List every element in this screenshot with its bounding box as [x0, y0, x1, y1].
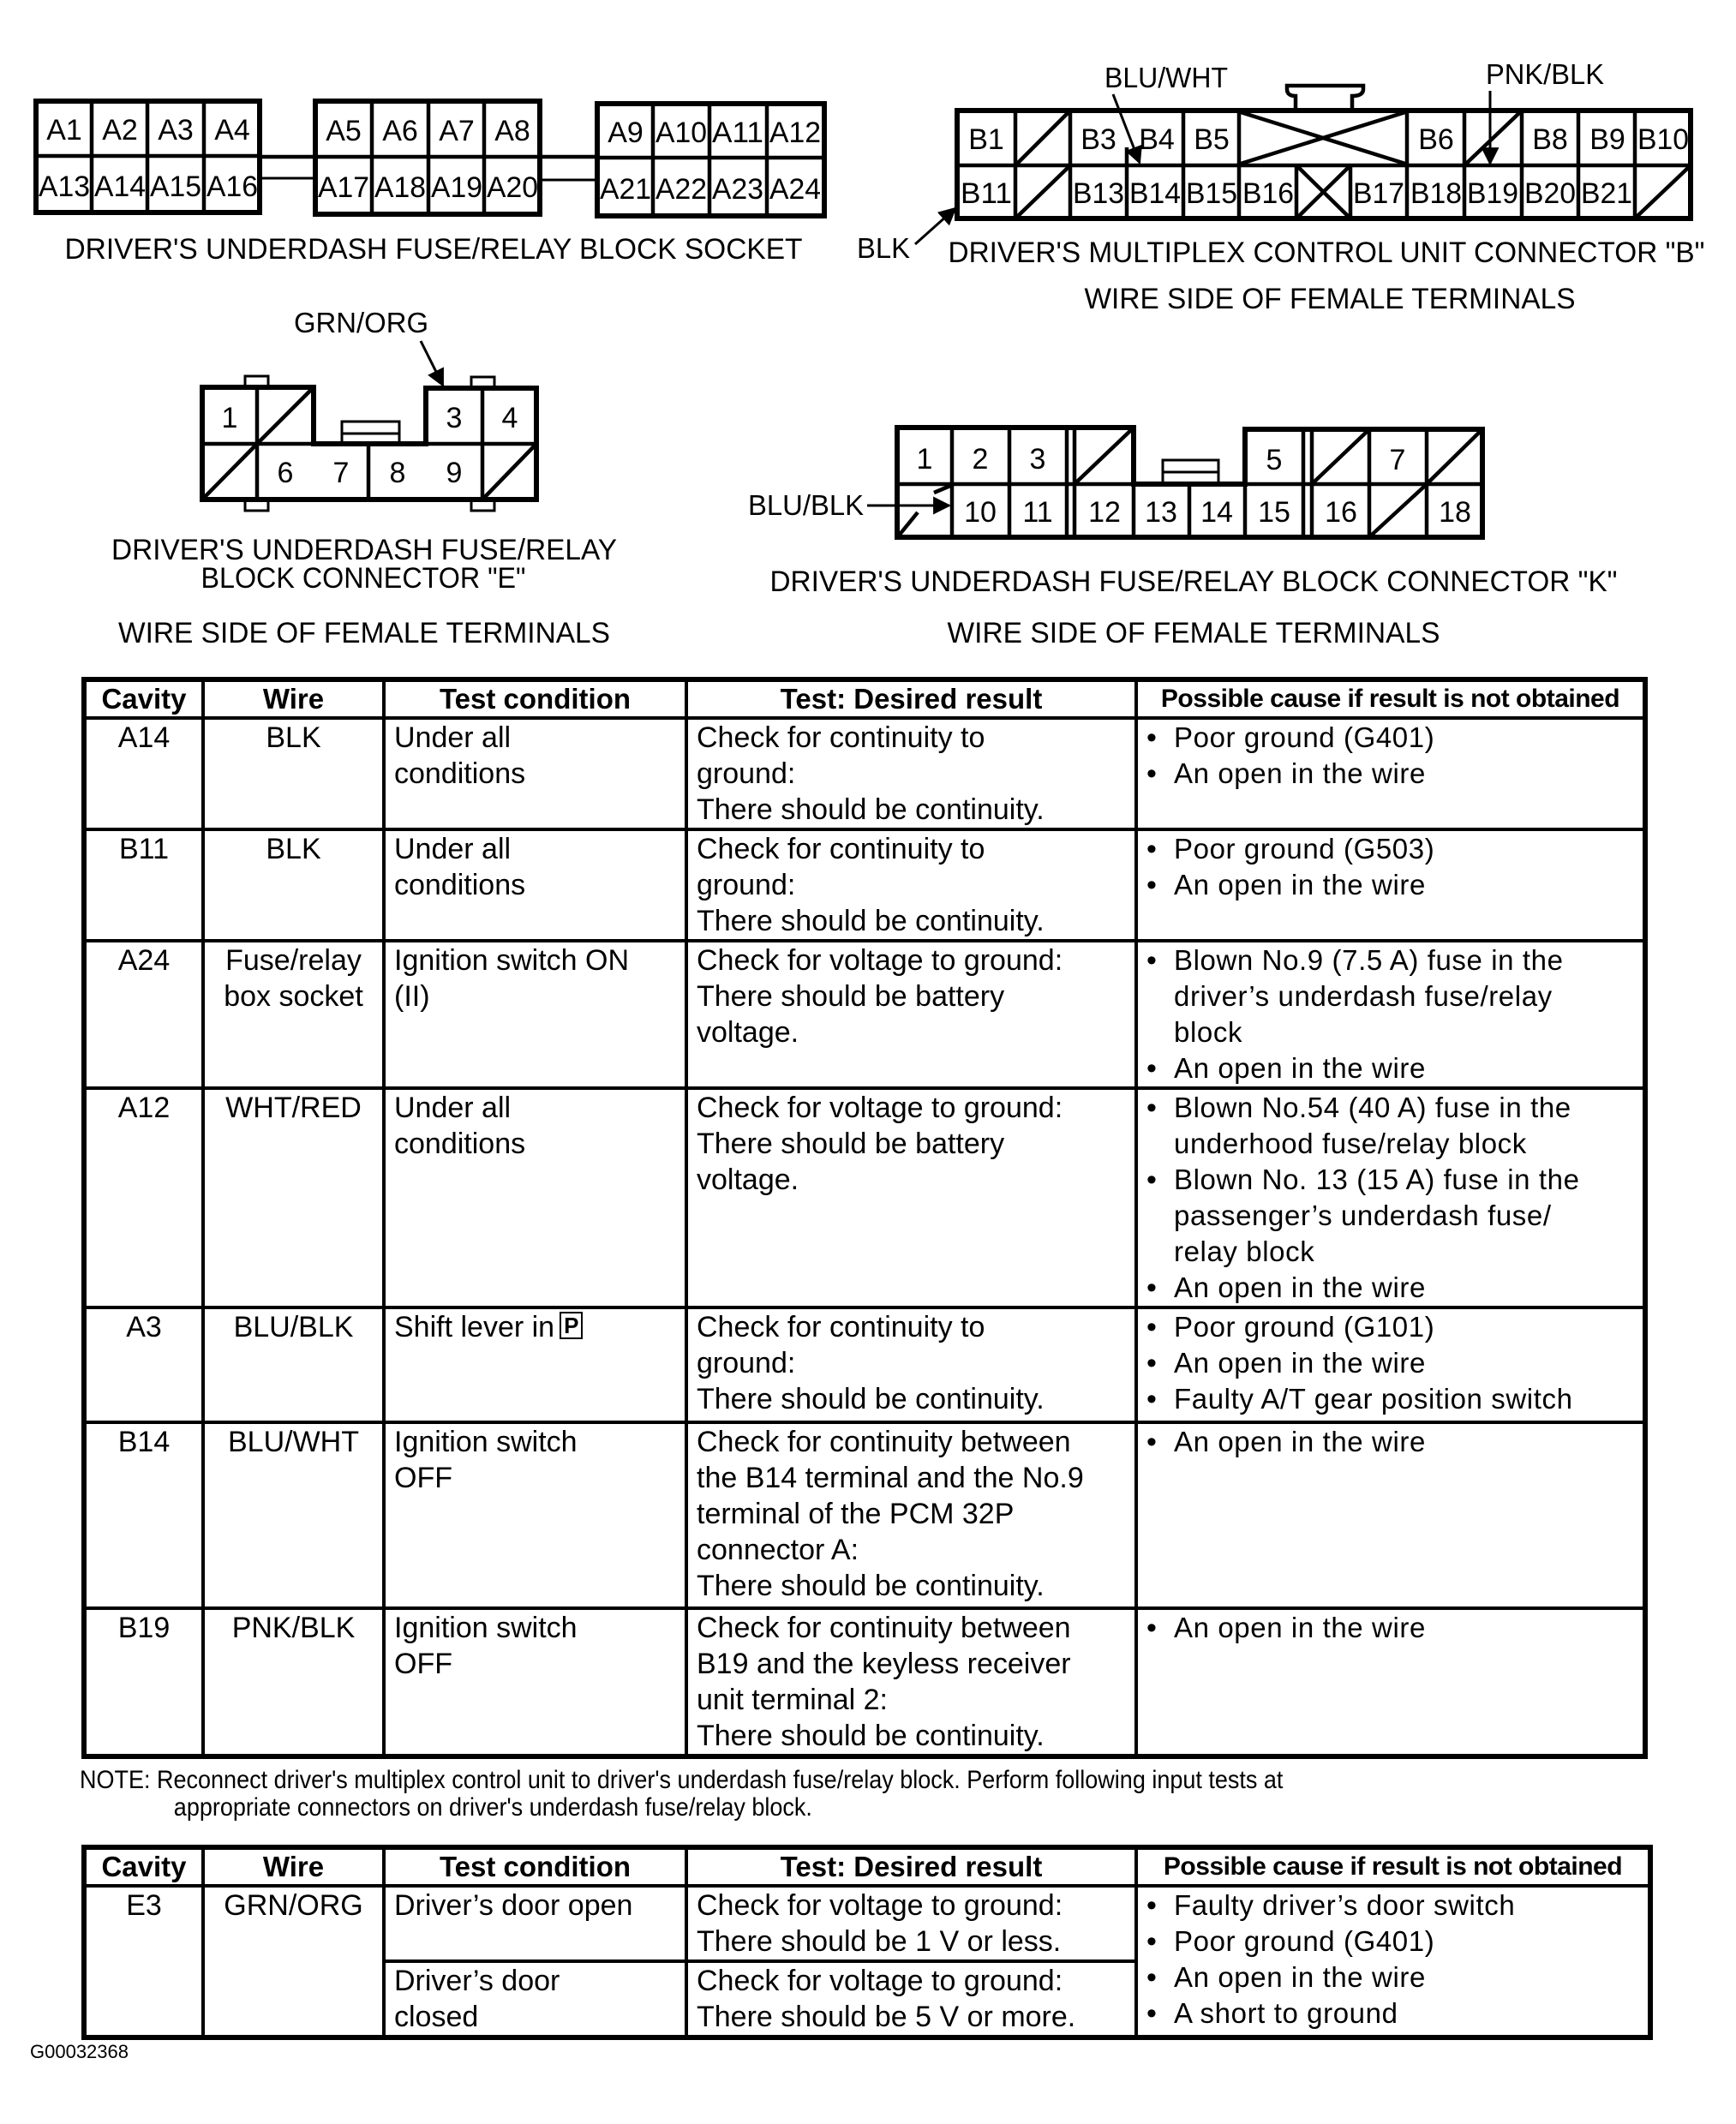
condition-text: Ignition switch: [394, 1426, 578, 1458]
terminal-label: A1: [46, 114, 82, 147]
terminal-label: B16: [1242, 177, 1294, 210]
condition-text: Ignition switch: [394, 1612, 578, 1644]
cause-cell: [1136, 1422, 1645, 1608]
condition-text: Under all: [394, 721, 512, 754]
terminal-label: A13: [39, 171, 90, 203]
condition-line: [394, 1460, 678, 1496]
cause-cell: [1136, 941, 1645, 1088]
terminal-label: A3: [158, 114, 194, 147]
result-cell: [686, 829, 1136, 941]
cause-line: An open in the wire: [1174, 1426, 1426, 1457]
table-row: [84, 1422, 1645, 1608]
terminal-label: A15: [150, 171, 201, 203]
bullet-icon: •: [1146, 944, 1157, 977]
cause-item: [1143, 1995, 1641, 2031]
terminal-label: B13: [1073, 177, 1124, 210]
condition-text: OFF: [394, 1648, 452, 1680]
cause-item: [1143, 867, 1636, 903]
cause-item: [1143, 1162, 1636, 1270]
terminal-label: A5: [326, 115, 362, 147]
result-line: Check for voltage to ground:: [697, 1889, 1063, 1922]
cause-cell: [1136, 718, 1645, 829]
cause-item: [1143, 1345, 1636, 1381]
wire-cell: GRN/ORG: [203, 1886, 384, 2037]
terminal-label: B17: [1353, 177, 1404, 210]
blank-cavity-mark: [202, 444, 257, 500]
cause-line: An open in the wire: [1174, 1271, 1426, 1303]
result-line: There should be continuity.: [697, 1570, 1045, 1602]
result-line: Check for continuity to: [697, 833, 985, 865]
cause-line: underhood fuse/relay block: [1174, 1128, 1527, 1159]
connector-e-subcaption: WIRE SIDE OF FEMALE TERMINALS: [118, 617, 610, 649]
header-test-condition: Test condition: [384, 1847, 686, 1886]
connector-e-caption-line1: DRIVER'S UNDERDASH FUSE/RELAY: [111, 534, 617, 566]
condition-text: conditions: [394, 757, 526, 790]
result-line: unit terminal 2:: [697, 1684, 888, 1716]
terminal-label: A8: [494, 115, 530, 147]
note-line-2: appropriate connectors on driver's underdash fuse/relay block.: [173, 1793, 812, 1822]
cause-line: passenger’s underdash fuse/: [1174, 1200, 1552, 1231]
result-cell: [686, 1886, 1136, 1961]
condition-line: [394, 867, 678, 903]
terminal-label: B21: [1581, 177, 1632, 210]
bullet-icon: •: [1146, 1612, 1157, 1644]
condition-cell: [384, 1422, 686, 1608]
condition-line: closed: [394, 2001, 479, 2033]
cavity-cell: B19: [84, 1608, 203, 1756]
cause-item: [1143, 720, 1636, 756]
condition-cell: [384, 1608, 686, 1756]
terminal-label: A23: [712, 173, 763, 206]
terminal-label: A7: [439, 115, 475, 147]
result-line: There should be battery: [697, 980, 1005, 1013]
note-line-1: NOTE: Reconnect driver's multiplex control unit to driver's underdash fuse/relay block. Perform following input tests at: [80, 1766, 1284, 1794]
condition-text: conditions: [394, 869, 526, 901]
terminal-label: 18: [1439, 496, 1471, 529]
blank-cavity-mark: [1017, 112, 1069, 164]
result-line: terminal of the PCM 32P: [697, 1498, 1015, 1530]
bullet-icon: •: [1146, 1092, 1157, 1124]
terminal-label: A4: [214, 114, 250, 147]
table-row: [84, 829, 1645, 941]
terminal-label: B8: [1532, 123, 1568, 156]
result-cell: [686, 1608, 1136, 1756]
condition-line: Driver’s door open: [394, 1889, 633, 1922]
table-row: [84, 1307, 1645, 1422]
cause-item: [1143, 1424, 1636, 1460]
terminal-label: A2: [102, 114, 138, 147]
connector-b-caption: DRIVER'S MULTIPLEX CONTROL UNIT CONNECTOR "B": [948, 236, 1705, 269]
result-line: There should be 5 V or more.: [697, 2001, 1076, 2033]
result-line: There should be continuity.: [697, 1720, 1045, 1752]
cause-item: [1143, 1381, 1636, 1417]
cause-line: Blown No. 13 (15 A) fuse in the: [1174, 1164, 1580, 1195]
terminal-label: B11: [961, 177, 1012, 210]
terminal-label: B18: [1410, 177, 1462, 210]
result-line: Check for continuity between: [697, 1426, 1071, 1458]
result-line: the B14 terminal and the No.9: [697, 1462, 1084, 1494]
wire-cell: [203, 1307, 384, 1422]
cause-item: [1143, 1090, 1636, 1162]
terminal-label: A14: [94, 171, 146, 203]
cause-item: [1143, 831, 1636, 867]
result-line: Check for voltage to ground:: [697, 944, 1063, 977]
condition-line: [394, 1424, 678, 1460]
condition-cell: [384, 1088, 686, 1307]
cause-item: [1143, 1309, 1636, 1345]
condition-text: Under all: [394, 1092, 512, 1124]
table-row: [84, 1088, 1645, 1307]
bullet-icon: •: [1146, 721, 1157, 754]
terminal-label: B3: [1081, 123, 1116, 156]
cavity-cell: B11: [84, 829, 203, 941]
cause-line: Poor ground (G101): [1174, 1311, 1435, 1343]
socket-caption: DRIVER'S UNDERDASH FUSE/RELAY BLOCK SOCKET: [64, 233, 803, 266]
wire-line: WHT/RED: [225, 1092, 362, 1124]
table-header-row: [84, 679, 1645, 718]
cavity-cell: A3: [84, 1307, 203, 1422]
condition-cell: [384, 718, 686, 829]
condition-text: conditions: [394, 1128, 526, 1160]
callout-arrow-icon: [421, 341, 443, 386]
condition-text: Under all: [394, 833, 512, 865]
cause-line: driver’s underdash fuse/relay: [1174, 980, 1553, 1012]
header-desired-result: Test: Desired result: [686, 679, 1136, 718]
wire-cell: [203, 941, 384, 1088]
cause-item: [1143, 1270, 1636, 1306]
cause-item: [1143, 942, 1636, 1050]
condition-line: [394, 1646, 678, 1682]
cavity-cell: A12: [84, 1088, 203, 1307]
blank-cavity-mark: [1017, 167, 1069, 217]
terminal-label: 14: [1200, 496, 1233, 529]
cause-line: An open in the wire: [1174, 1612, 1426, 1643]
header-wire: Wire: [203, 1847, 384, 1886]
cause-line: An open in the wire: [1174, 1052, 1426, 1084]
wire-line: BLK: [266, 833, 321, 865]
result-cell: [686, 1307, 1136, 1422]
terminal-label: B1: [968, 123, 1004, 156]
table-row: [84, 718, 1645, 829]
cavity-cell: E3: [84, 1886, 203, 2037]
bullet-icon: •: [1146, 1271, 1157, 1304]
result-line: voltage.: [697, 1164, 799, 1196]
terminal-label: 13: [1145, 496, 1177, 529]
terminal-label: B9: [1589, 123, 1625, 156]
terminal-label: 3: [446, 402, 463, 434]
terminal-label: 16: [1325, 496, 1357, 529]
result-line: Check for continuity between: [697, 1612, 1071, 1644]
terminal-label: 2: [972, 443, 989, 476]
cause-line: An open in the wire: [1174, 1347, 1426, 1379]
terminal-label: A12: [769, 117, 821, 149]
terminal-label: B10: [1637, 123, 1689, 156]
result-cell: [686, 1961, 1136, 2037]
header-cavity: Cavity: [84, 1847, 203, 1886]
header-wire: Wire: [203, 679, 384, 718]
result-line: ground:: [697, 1347, 796, 1379]
terminal-label: A10: [655, 117, 707, 149]
callout-grn-org: GRN/ORG: [294, 307, 428, 338]
result-line: There should be continuity.: [697, 905, 1045, 937]
result-cell: [686, 1422, 1136, 1608]
terminal-label: B19: [1467, 177, 1518, 210]
result-line: There should be continuity.: [697, 793, 1045, 826]
bullet-icon: •: [1146, 869, 1157, 901]
header-possible-cause: Possible cause if result is not obtained: [1136, 1847, 1650, 1886]
cause-line: block: [1174, 1016, 1243, 1048]
terminal-label: 9: [446, 457, 463, 489]
header-possible-cause: Possible cause if result is not obtained: [1136, 679, 1645, 718]
note: [80, 1767, 1514, 1822]
connector-diagrams: [0, 0, 1736, 668]
result-cell: [686, 718, 1136, 829]
cause-item: [1143, 1959, 1641, 1995]
condition-line: [394, 1126, 678, 1162]
table-header-row: [84, 1847, 1650, 1886]
wire-cell: [203, 718, 384, 829]
terminal-test-table: [81, 677, 1648, 1759]
bullet-icon: •: [1146, 1997, 1157, 2030]
callout-pnk-blk: PNK/BLK: [1486, 58, 1604, 90]
terminal-label: B20: [1524, 177, 1576, 210]
result-line: connector A:: [697, 1534, 859, 1566]
terminal-label: A19: [431, 171, 482, 204]
terminal-label: 7: [1389, 444, 1406, 476]
bullet-icon: •: [1146, 1925, 1157, 1958]
result-cell: [686, 1088, 1136, 1307]
connector-b-subcaption: WIRE SIDE OF FEMALE TERMINALS: [1084, 283, 1576, 315]
input-test-table: [81, 1845, 1653, 2040]
terminal-label: 11: [1022, 496, 1053, 529]
header-test-condition: Test condition: [384, 679, 686, 718]
cause-line: Faulty driver’s door switch: [1174, 1889, 1516, 1921]
cavity-cell: A24: [84, 941, 203, 1088]
bullet-icon: •: [1146, 833, 1157, 865]
terminal-label: A6: [382, 115, 418, 147]
cause-line: An open in the wire: [1174, 757, 1426, 789]
terminal-label: B14: [1129, 177, 1181, 210]
gear-p-icon: P: [560, 1312, 583, 1339]
cause-item: [1143, 1924, 1641, 1959]
condition-line: [394, 942, 678, 978]
terminal-label: 5: [1266, 444, 1283, 476]
result-line: ground:: [697, 757, 796, 790]
connector-k-caption: DRIVER'S UNDERDASH FUSE/RELAY BLOCK CONNECTOR "K": [769, 565, 1618, 598]
terminal-label: B4: [1139, 123, 1175, 156]
condition-cell: [384, 829, 686, 941]
condition-line: [394, 1090, 678, 1126]
cause-item: [1143, 1888, 1641, 1924]
condition-cell: [384, 1886, 686, 1961]
result-line: Check for voltage to ground:: [697, 1965, 1063, 1997]
blank-cavity-mark: [1466, 112, 1520, 164]
terminal-label: 12: [1088, 496, 1121, 529]
blank-cavity-mark: [1637, 167, 1689, 217]
wire-line: BLU/BLK: [233, 1311, 354, 1343]
locking-tab: [1287, 86, 1363, 110]
cause-item: [1143, 1610, 1636, 1646]
cause-cell: [1136, 1088, 1645, 1307]
condition-line: [394, 1610, 678, 1646]
terminal-label: 6: [277, 457, 294, 489]
condition-cell: [384, 941, 686, 1088]
wire-line: box socket: [224, 980, 363, 1013]
table-row: [84, 941, 1645, 1088]
cause-item: [1143, 1050, 1636, 1086]
terminal-label: B6: [1418, 123, 1454, 156]
wire-line: PNK/BLK: [231, 1612, 356, 1644]
table-row: [84, 1608, 1645, 1756]
cause-line: An open in the wire: [1174, 869, 1426, 900]
wire-line: BLU/WHT: [228, 1426, 359, 1458]
condition-line: [394, 831, 678, 867]
terminal-label: 10: [964, 496, 997, 529]
terminal-label: A21: [600, 173, 651, 206]
result-cell: [686, 941, 1136, 1088]
table-body: [84, 718, 1645, 1756]
cause-line: Blown No.54 (40 A) fuse in the: [1174, 1092, 1571, 1123]
result-line: B19 and the keyless receiver: [697, 1648, 1071, 1680]
result-line: Check for continuity to: [697, 721, 985, 754]
terminal-label: 7: [332, 457, 350, 489]
blank-cavity-mark: [1076, 429, 1132, 482]
cause-line: A short to ground: [1174, 1997, 1398, 2029]
blank-cavity-mark: [482, 444, 536, 500]
terminal-label: A20: [487, 171, 538, 204]
cavity-cell: A14: [84, 718, 203, 829]
condition-text: (II): [394, 980, 430, 1013]
blank-cavity-mark: [1371, 486, 1425, 535]
header-cavity: Cavity: [84, 679, 203, 718]
terminal-label: A24: [769, 173, 821, 206]
cause-line: Poor ground (G401): [1174, 721, 1435, 753]
terminal-label: A22: [655, 173, 707, 206]
terminal-label: B15: [1186, 177, 1237, 210]
condition-line: [394, 978, 678, 1014]
cause-item: [1143, 756, 1636, 792]
cause-line: Faulty A/T gear position switch: [1174, 1383, 1573, 1415]
terminal-label: B5: [1194, 123, 1230, 156]
condition-text: Shift lever in: [394, 1311, 555, 1343]
terminal-label: 8: [389, 457, 406, 489]
header-desired-result: Test: Desired result: [686, 1847, 1136, 1886]
wire-cell: [203, 829, 384, 941]
result-line: There should be continuity.: [697, 1383, 1045, 1415]
condition-cell: [384, 1307, 686, 1422]
cause-cell: [1136, 1886, 1650, 2037]
terminal-label: A16: [207, 171, 258, 203]
bullet-icon: •: [1146, 1961, 1157, 1994]
blank-cavity-mark: [1428, 431, 1481, 482]
result-line: ground:: [697, 869, 796, 901]
bullet-icon: •: [1146, 1347, 1157, 1379]
blank-cavity-mark: [1314, 431, 1368, 482]
terminal-label: 1: [916, 443, 933, 476]
terminal-label: 4: [501, 402, 518, 434]
fuse-relay-connector-e: [202, 376, 536, 511]
bullet-icon: •: [1146, 1052, 1157, 1085]
figure-id: G00032368: [30, 2041, 129, 2062]
wire-line: BLK: [266, 721, 321, 754]
wire-line: Fuse/relay: [225, 944, 362, 977]
cause-line: relay block: [1174, 1236, 1315, 1267]
terminal-label: A11: [712, 117, 763, 149]
result-line: voltage.: [697, 1016, 799, 1049]
bullet-icon: •: [1146, 1383, 1157, 1415]
condition-text: Ignition switch ON: [394, 944, 629, 977]
terminal-label: A9: [608, 117, 644, 149]
condition-line: [394, 756, 678, 792]
bullet-icon: •: [1146, 1426, 1157, 1458]
cause-line: An open in the wire: [1174, 1961, 1426, 1993]
connector-e-caption-line2: BLOCK CONNECTOR "E": [201, 562, 526, 595]
bullet-icon: •: [1146, 1311, 1157, 1343]
socket-top-row-labels: [46, 114, 821, 149]
terminal-label: 1: [221, 402, 238, 434]
bullet-icon: •: [1146, 1889, 1157, 1922]
condition-line: [394, 720, 678, 756]
bullet-icon: •: [1146, 1164, 1157, 1196]
callout-blu-blk: BLU/BLK: [748, 489, 864, 521]
blank-cavity-mark: [257, 387, 314, 444]
terminal-label: A17: [318, 171, 369, 204]
terminal-label: A18: [374, 171, 426, 204]
result-line: There should be battery: [697, 1128, 1005, 1160]
result-line: Check for continuity to: [697, 1311, 985, 1343]
wire-cell: [203, 1608, 384, 1756]
cause-cell: [1136, 1307, 1645, 1422]
table-row: [84, 1886, 1650, 1961]
condition-line: Driver’s door: [394, 1965, 560, 1997]
connector-k-subcaption: WIRE SIDE OF FEMALE TERMINALS: [947, 617, 1440, 649]
blank-cavity-mark: [899, 512, 918, 535]
callout-blu-wht: BLU/WHT: [1104, 62, 1228, 93]
wire-cell: [203, 1088, 384, 1307]
condition-text: OFF: [394, 1462, 452, 1494]
result-line: There should be 1 V or less.: [697, 1925, 1062, 1958]
cause-cell: [1136, 1608, 1645, 1756]
cause-line: Poor ground (G503): [1174, 833, 1435, 865]
terminal-label: 15: [1258, 496, 1290, 529]
terminal-label: 3: [1029, 443, 1046, 476]
condition-cell: [384, 1961, 686, 2037]
cause-line: Poor ground (G401): [1174, 1925, 1435, 1957]
cause-line: Blown No.9 (7.5 A) fuse in the: [1174, 944, 1564, 976]
bullet-icon: •: [1146, 757, 1157, 790]
cause-cell: [1136, 829, 1645, 941]
wire-cell: [203, 1422, 384, 1608]
result-line: Check for voltage to ground:: [697, 1092, 1063, 1124]
cavity-cell: B14: [84, 1422, 203, 1608]
blank-cavity-mark: [934, 486, 950, 493]
callout-blk: BLK: [857, 232, 910, 264]
condition-line: [394, 1309, 678, 1345]
